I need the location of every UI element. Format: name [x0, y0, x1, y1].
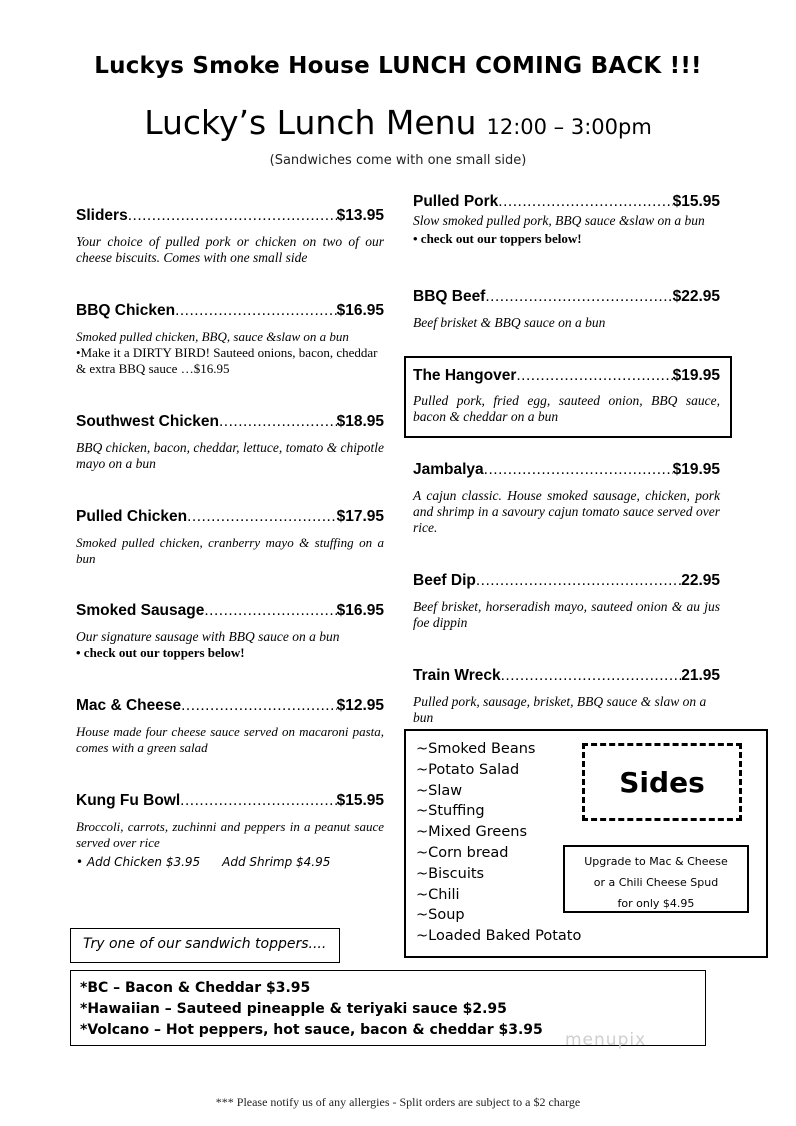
item-price: $12.95	[336, 697, 384, 714]
item-description: A cajun classic. House smoked sausage, chicken, pork and shrimp in a savoury cajun tomato sauce served over rice.	[413, 488, 720, 535]
item-price: $17.95	[336, 508, 384, 525]
item-name: Pulled Pork	[413, 193, 499, 210]
item-note: •Make it a DIRTY BIRD! Sauteed onions, bacon, cheddar & extra BBQ sauce …$16.95	[76, 345, 378, 376]
allergy-footer: *** Please notify us of any allergies - Split orders are subject to a $2 charge	[215, 1095, 581, 1109]
item-price: 22.95	[681, 572, 720, 589]
menu-subtitle: (Sandwiches come with one small side)	[269, 153, 527, 168]
menu-item-pulled-chicken	[76, 508, 384, 567]
item-description: Beef brisket, horseradish mayo, sauteed onion & au jus foe dippin	[413, 599, 720, 630]
item-note: • check out our toppers below!	[413, 231, 582, 246]
upgrade-box	[563, 845, 749, 913]
addon-chicken: • Add Chicken $3.95	[76, 855, 201, 869]
item-description: BBQ chicken, bacon, cheddar, lettuce, tomato & chipotle mayo on a bun	[76, 440, 384, 471]
upgrade-line: for only $4.95	[617, 897, 695, 910]
watermark: menupix	[565, 1030, 647, 1050]
menu-item-pulled-pork	[413, 193, 720, 247]
topper-item: *BC – Bacon & Cheddar $3.95	[80, 980, 311, 996]
menu-item-smoked-sausage	[76, 602, 384, 661]
side-item: ~Potato Salad	[416, 761, 520, 778]
menu-hours: 12:00 – 3:00pm	[486, 115, 652, 139]
item-name: Pulled Chicken	[76, 508, 188, 525]
menu-item-beef-dip	[413, 572, 720, 631]
item-price: $15.95	[336, 792, 384, 809]
item-name: BBQ Chicken	[76, 302, 176, 319]
menu-item-jambalya	[413, 461, 720, 536]
item-name: The Hangover	[413, 367, 517, 384]
item-description: Smoked pulled chicken, cranberry mayo & stuffing on a bun	[76, 535, 384, 566]
item-name: Sliders	[76, 207, 128, 224]
item-name: Smoked Sausage	[76, 602, 205, 619]
item-description: Broccoli, carrots, zuchinni and peppers in a peanut sauce served over rice	[76, 819, 384, 850]
item-price: $15.95	[672, 193, 720, 210]
item-description: Pulled pork, sausage, brisket, BBQ sauce & slaw on a bun	[413, 694, 707, 725]
item-description: Beef brisket & BBQ sauce on a bun	[413, 315, 606, 330]
menu-title-text: Lucky’s Lunch Menu	[144, 103, 477, 142]
menu-item-sliders	[76, 207, 384, 266]
item-description: Your choice of pulled pork or chicken on two of our cheese biscuits. Comes with one small side	[76, 234, 384, 265]
restaurant-title: Luckys Smoke House LUNCH COMING BACK !!!	[94, 53, 702, 79]
side-item: ~Chili	[416, 886, 460, 903]
item-name: Mac & Cheese	[76, 697, 182, 714]
item-description: Slow smoked pulled pork, BBQ sauce &slaw on a bun	[413, 213, 705, 228]
topper-item: *Hawaiian – Sauteed pineapple & teriyaki sauce $2.95	[80, 1001, 507, 1017]
item-name: Kung Fu Bowl	[76, 792, 181, 809]
item-price: $13.95	[336, 207, 384, 224]
item-price: $22.95	[672, 288, 720, 305]
menu-item-bbq-beef	[413, 288, 720, 331]
item-price: $18.95	[336, 413, 384, 430]
sides-title: Sides	[582, 743, 742, 821]
side-item: ~Mixed Greens	[416, 824, 528, 841]
side-item: ~Biscuits	[416, 865, 485, 882]
menu-item-southwest-chicken	[76, 413, 384, 472]
addon-shrimp: Add Shrimp $4.95	[222, 855, 331, 869]
side-item: ~Soup	[416, 907, 465, 924]
item-note: • check out our toppers below!	[76, 645, 245, 660]
menu-title	[0, 103, 796, 142]
item-description: Smoked pulled chicken, BBQ, sauce &slaw on a bun	[76, 329, 349, 344]
menu-item-train-wreck	[413, 667, 720, 726]
side-item: ~Corn bread	[416, 844, 509, 861]
toppers-label: Try one of our sandwich toppers....	[70, 928, 340, 963]
item-price: 21.95	[681, 667, 720, 684]
item-price: $19.95	[672, 461, 720, 478]
menu-item-the-hangover	[413, 367, 720, 425]
item-price: $19.95	[672, 367, 720, 384]
topper-item: *Volcano – Hot peppers, hot sauce, bacon & cheddar $3.95	[80, 1022, 543, 1038]
side-item: ~Stuffing	[416, 803, 485, 820]
side-item: ~Loaded Baked Potato	[416, 928, 582, 945]
menu-item-bbq-chicken	[76, 302, 384, 377]
item-description: House made four cheese sauce served on macaroni pasta, comes with a green salad	[76, 724, 384, 755]
item-price: $16.95	[336, 602, 384, 619]
item-description: Our signature sausage with BBQ sauce on a bun	[76, 629, 340, 644]
side-item: ~Slaw	[416, 782, 463, 799]
sides-list	[416, 739, 581, 947]
item-price: $16.95	[336, 302, 384, 319]
item-name: Southwest Chicken	[76, 413, 219, 430]
menu-item-mac-cheese	[76, 697, 384, 756]
item-description: Pulled pork, fried egg, sauteed onion, BBQ sauce, bacon & cheddar on a bun	[413, 393, 720, 424]
item-addons	[76, 855, 384, 869]
item-name: BBQ Beef	[413, 288, 486, 305]
sides-box	[404, 729, 768, 958]
item-name: Train Wreck	[413, 667, 501, 684]
item-name: Beef Dip	[413, 572, 476, 589]
item-name: Jambalya	[413, 461, 484, 478]
upgrade-line: Upgrade to Mac & Cheese	[584, 855, 728, 868]
side-item: ~Smoked Beans	[416, 741, 536, 757]
menu-item-kung-fu-bowl	[76, 792, 384, 869]
upgrade-line: or a Chili Cheese Spud	[593, 876, 719, 889]
